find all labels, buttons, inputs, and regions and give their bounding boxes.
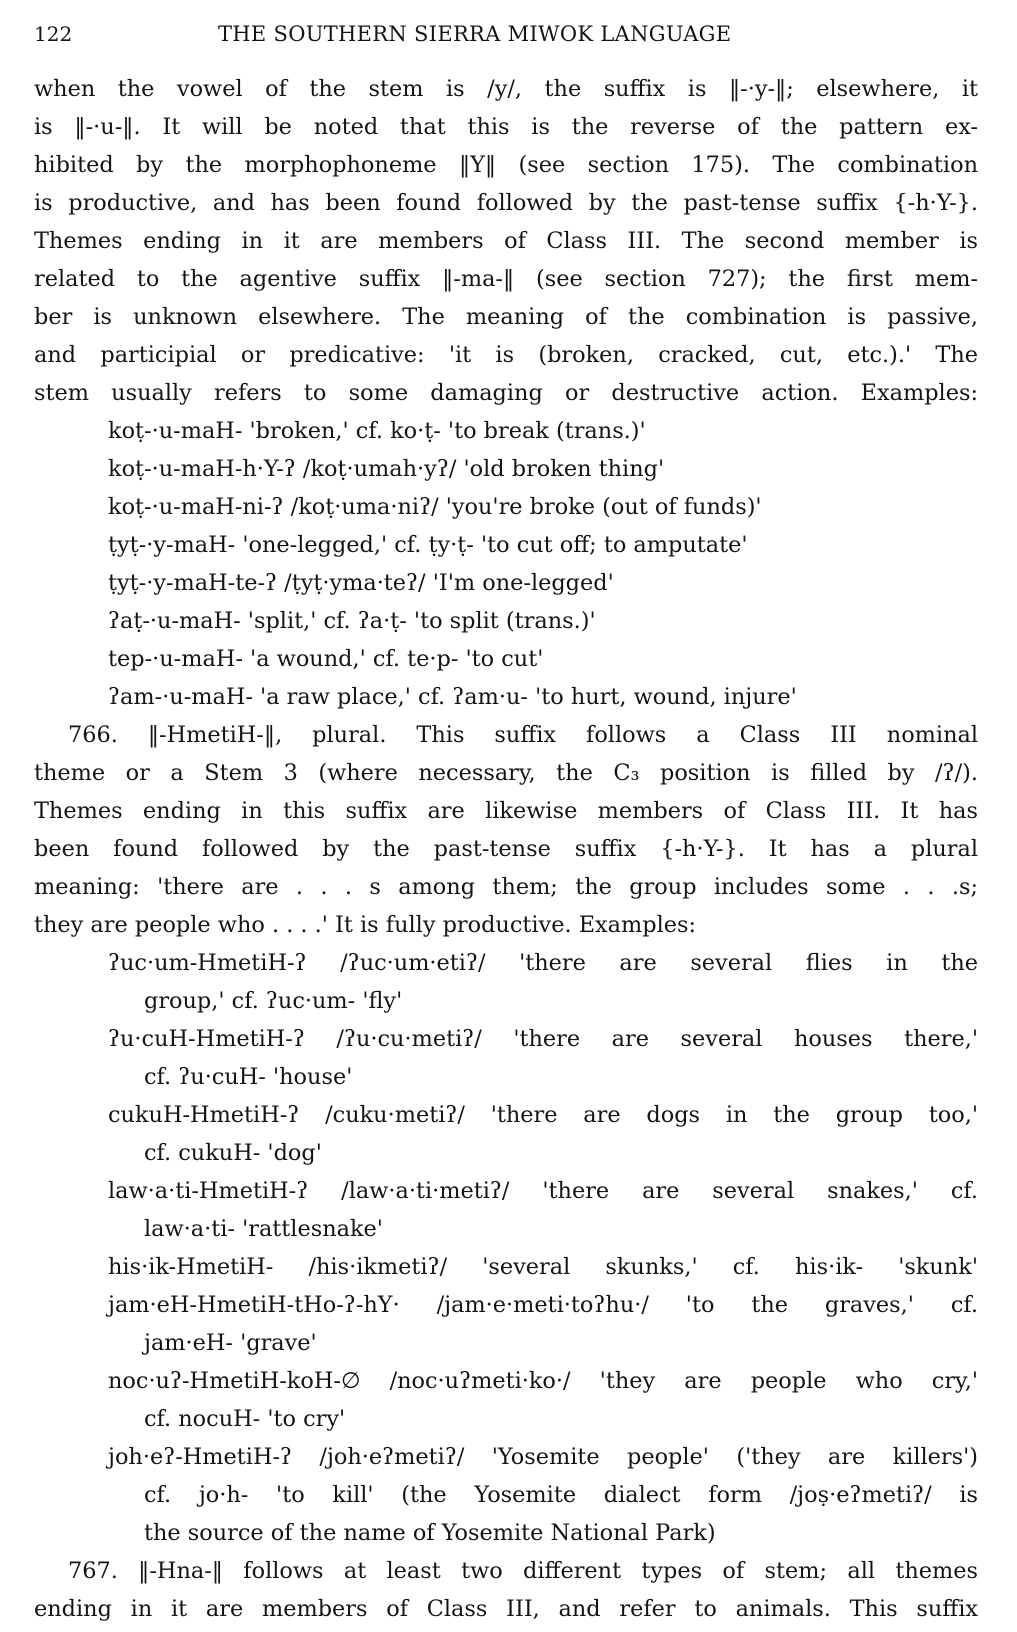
example-line: koṭ-·u-maH- 'broken,' cf. ko·ṭ- 'to break (trans.)' bbox=[108, 418, 646, 444]
body-text bbox=[34, 70, 978, 1628]
example-line: ṭyṭ-·y-maH- 'one-legged,' cf. ṭy·ṭ- 'to cut off; to amputate' bbox=[108, 532, 748, 558]
example-line: ṭyṭ-·y-maH-te-ʔ /ṭyṭ·yma·teʔ/ 'I'm one-legged' bbox=[108, 570, 614, 596]
example-continuation-line: jam·eH- 'grave' bbox=[144, 1330, 317, 1356]
text-line: theme or a Stem 3 (where necessary, the C₃ position is filled by /ʔ/). bbox=[34, 760, 978, 786]
example-line: noc·uʔ-HmetiH-koH-∅ /noc·uʔmeti·ko·/ 'they are people who cry,' bbox=[108, 1368, 978, 1394]
example-line: ʔaṭ-·u-maH- 'split,' cf. ʔa·ṭ- 'to split (trans.)' bbox=[108, 608, 596, 634]
text-line: Themes ending in this suffix are likewise members of Class III. It has bbox=[34, 798, 978, 824]
example-line: jam·eH-HmetiH-tHo-ʔ-hY· /jam·e·meti·toʔhu·/ 'to the graves,' cf. bbox=[108, 1292, 978, 1318]
example-continuation-line: cf. cukuH- 'dog' bbox=[144, 1140, 322, 1166]
example-continuation-line: cf. jo·h- 'to kill' (the Yosemite dialect form /joṣ·eʔmetiʔ/ is bbox=[144, 1482, 978, 1508]
section-start-line: 767. ‖-Hna-‖ follows at least two different types of stem; all themes bbox=[68, 1558, 978, 1584]
section-start-line: 766. ‖-HmetiH-‖, plural. This suffix follows a Class III nominal bbox=[68, 722, 978, 748]
running-title: THE SOUTHERN SIERRA MIWOK LANGUAGE bbox=[218, 22, 732, 46]
example-line: tep-·u-maH- 'a wound,' cf. te·p- 'to cut' bbox=[108, 646, 544, 672]
text-line: Themes ending in it are members of Class III. The second member is bbox=[34, 228, 978, 254]
example-line: koṭ-·u-maH-ni-ʔ /koṭ·uma·niʔ/ 'you're broke (out of funds)' bbox=[108, 494, 762, 520]
text-line: they are people who . . . .' It is fully productive. Examples: bbox=[34, 912, 697, 938]
text-line: stem usually refers to some damaging or destructive action. Examples: bbox=[34, 380, 978, 406]
text-line: is ‖-·u-‖. It will be noted that this is the reverse of the pattern ex- bbox=[34, 114, 978, 140]
text-line: ending in it are members of Class III, and refer to animals. This suffix bbox=[34, 1596, 978, 1622]
example-continuation-line: cf. ʔu·cuH- 'house' bbox=[144, 1064, 353, 1090]
example-line: koṭ-·u-maH-h·Y-ʔ /koṭ·umah·yʔ/ 'old broken thing' bbox=[108, 456, 665, 482]
text-line: meaning: 'there are . . . s among them; the group includes some . . .s; bbox=[34, 874, 978, 900]
example-line: law·a·ti-HmetiH-ʔ /law·a·ti·metiʔ/ 'there are several snakes,' cf. bbox=[108, 1178, 978, 1204]
example-continuation-line: the source of the name of Yosemite National Park) bbox=[144, 1520, 716, 1546]
text-line: related to the agentive suffix ‖-ma-‖ (see section 727); the first mem- bbox=[34, 266, 978, 292]
text-line: ber is unknown elsewhere. The meaning of the combination is passive, bbox=[34, 304, 978, 330]
example-continuation-line: law·a·ti- 'rattlesnake' bbox=[144, 1216, 383, 1242]
example-line: ʔu·cuH-HmetiH-ʔ /ʔu·cu·metiʔ/ 'there are several houses there,' bbox=[108, 1026, 978, 1052]
text-line: when the vowel of the stem is /y/, the suffix is ‖-·y-‖; elsewhere, it bbox=[34, 76, 978, 102]
text-line: hibited by the morphophoneme ‖Y‖ (see section 175). The combination bbox=[34, 152, 978, 178]
example-line: ʔuc·um-HmetiH-ʔ /ʔuc·um·etiʔ/ 'there are several flies in the bbox=[108, 950, 978, 976]
example-continuation-line: cf. nocuH- 'to cry' bbox=[144, 1406, 346, 1432]
example-continuation-line: group,' cf. ʔuc·um- 'fly' bbox=[144, 988, 403, 1014]
page-header bbox=[34, 22, 977, 54]
example-line: cukuH-HmetiH-ʔ /cuku·metiʔ/ 'there are dogs in the group too,' bbox=[108, 1102, 978, 1128]
text-line: and participial or predicative: 'it is (broken, cracked, cut, etc.).' The bbox=[34, 342, 978, 368]
example-line: his·ik-HmetiH- /his·ikmetiʔ/ 'several skunks,' cf. his·ik- 'skunk' bbox=[108, 1254, 978, 1280]
page-number: 122 bbox=[34, 22, 73, 46]
example-line: ʔam-·u-maH- 'a raw place,' cf. ʔam·u- 'to hurt, wound, injure' bbox=[108, 684, 797, 710]
text-line: been found followed by the past-tense suffix {-h·Y-}. It has a plural bbox=[34, 836, 978, 862]
text-line: is productive, and has been found followed by the past-tense suffix {-h·Y-}. bbox=[34, 190, 978, 216]
example-line: joh·eʔ-HmetiH-ʔ /joh·eʔmetiʔ/ 'Yosemite people' ('they are killers') bbox=[108, 1444, 978, 1470]
